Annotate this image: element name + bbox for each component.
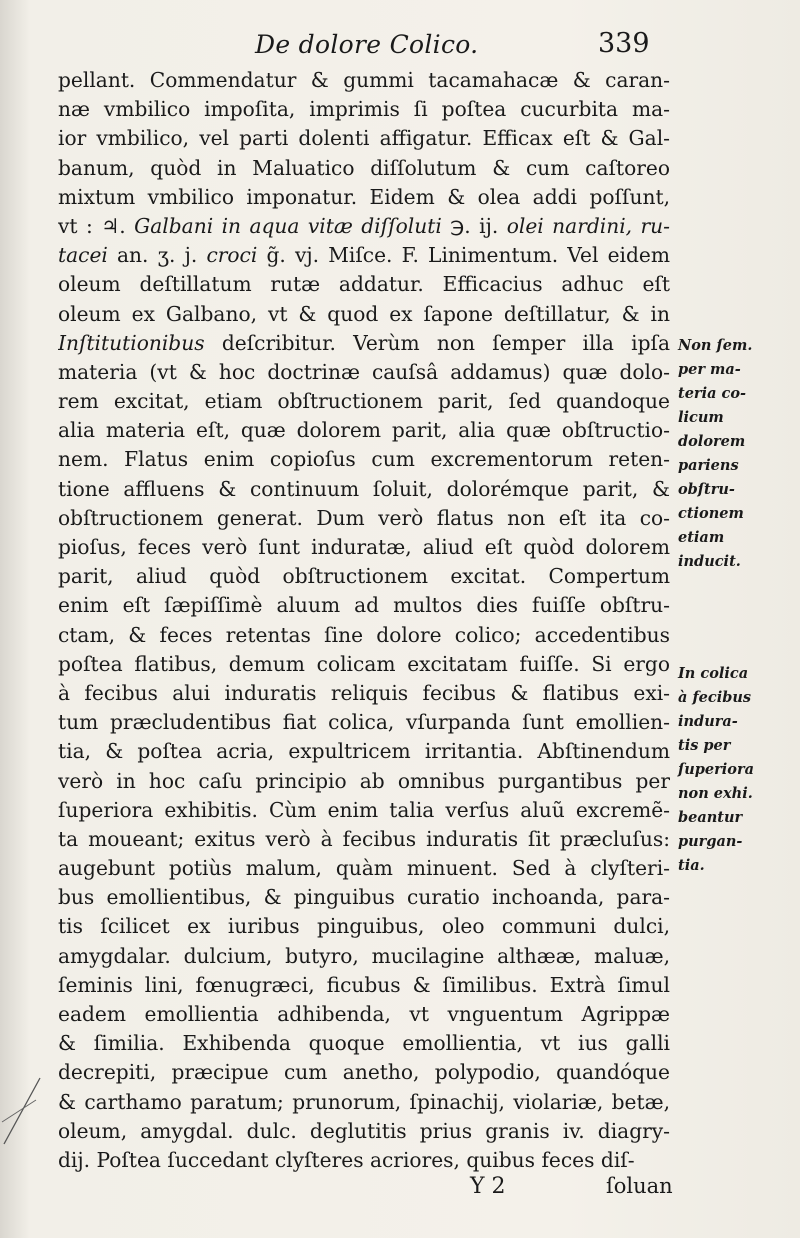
- text-line: dij. Poſtea ſuccedant clyſteres acriores, quibus feces diſ-: [58, 1147, 635, 1172]
- margin-note-line: purgan-: [678, 833, 743, 850]
- text-line: amygdalar. dulcium, butyro, mucilagine althææ, maluæ,: [58, 943, 670, 968]
- margin-note-line: In colica: [678, 665, 749, 682]
- margin-note-line: tis per: [678, 737, 731, 754]
- margin-note-line: tia.: [678, 857, 705, 874]
- text-line: verò in hoc caſu principio ab omnibus purgantibus per: [58, 768, 670, 793]
- text-line: tia, & poſtea acria, expultricem irritantia. Abſtinendum: [58, 739, 670, 764]
- text-line: vt : ♃. Galbani in aqua vitæ diſſoluti ℈. ij. olei nardini, ru-: [58, 213, 670, 238]
- text-line: oleum deſtillatum rutæ addatur. Efficacius adhuc eſt: [58, 272, 670, 297]
- text-line: mixtum vmbilico imponatur. Eidem & olea addi poſſunt,: [58, 184, 670, 209]
- pen-stroke-mark: [0, 1070, 60, 1150]
- text-line: augebunt potiùs malum, quàm minuent. Sed à clyſteri-: [58, 856, 670, 881]
- margin-note-line: per ma-: [678, 361, 741, 378]
- margin-note-line: ctionem: [678, 505, 744, 522]
- margin-note-line: etiam: [678, 529, 725, 546]
- margin-note-line: pariens: [678, 457, 739, 474]
- text-line: tione affluens & continuum ſoluit, dolorémque parit, &: [58, 476, 670, 501]
- margin-note-line: teria co-: [678, 385, 747, 402]
- margin-note-line: à fecibus: [678, 689, 752, 706]
- text-line: parit, aliud quòd obſtructionem excitat. Compertum: [58, 564, 670, 589]
- catchword: ſoluan: [606, 1174, 673, 1198]
- text-line: ſeminis lini, fœnugræci, ficubus & ſimilibus. Extrà ſimul: [58, 972, 670, 997]
- text-line: bus emollientibus, & pinguibus curatio inchoanda, para-: [58, 885, 670, 910]
- text-line: poſtea flatibus, demum colicam excitatam fuiſſe. Si ergo: [58, 651, 670, 676]
- text-line: materia (vt & hoc doctrinæ cauſsâ addamus) quæ dolo-: [58, 359, 670, 384]
- text-line: oleum, amygdal. dulc. deglutitis prius granis iv. diagry-: [58, 1118, 670, 1143]
- margin-note-in-colica: [678, 662, 798, 878]
- text-line: næ vmbilico impoſita, imprimis ſi poſtea cucurbita ma-: [58, 97, 670, 122]
- text-line: & ſimilia. Exhibenda quoque emollientia, vt ius galli: [58, 1031, 670, 1056]
- page-header: [0, 30, 800, 70]
- margin-note-line: non exhi.: [678, 785, 753, 802]
- text-line: ta moueant; exitus verò à fecibus induratis ſit præcluſus:: [58, 826, 670, 851]
- text-line: ctam, & feces retentas ſine dolore colico; accedentibus: [58, 622, 670, 647]
- text-line: pellant. Commendatur & gummi tacamahacæ & caran-: [58, 68, 670, 92]
- text-line: banum, quòd in Maluatico diſſolutum & cum caſtoreo: [58, 155, 670, 180]
- text-line: rem excitat, etiam obſtructionem parit, ſed quandoque: [58, 389, 670, 414]
- text-line: nem. Flatus enim copioſus cum excrementorum reten-: [58, 447, 670, 472]
- margin-note-line: indura-: [678, 713, 738, 730]
- text-line: Inſtitutionibus deſcribitur. Verùm non ſemper illa ipſa: [58, 330, 670, 355]
- margin-note-line: dolorem: [678, 433, 746, 450]
- text-line: ſuperiora exhibitis. Cùm enim talia verſus aluũ excremẽ-: [58, 797, 670, 822]
- running-title: De dolore Colico.: [255, 30, 479, 59]
- margin-note-line: inducit.: [678, 553, 741, 570]
- margin-note-line: beantur: [678, 809, 743, 826]
- text-line: pioſus, feces verò ſunt induratæ, aliud eſt quòd dolorem: [58, 535, 670, 559]
- text-line: tum præcludentibus fiat colica, vſurpanda ſunt emollien-: [58, 710, 670, 735]
- text-line: tis ſcilicet ex iuribus pinguibus, oleo communi dulci,: [58, 914, 670, 939]
- margin-note-non-semper: [678, 334, 798, 574]
- signature-mark: Y 2: [470, 1174, 506, 1199]
- text-line: à fecibus alui induratis reliquis fecibus & flatibus exi-: [58, 680, 670, 705]
- page-number: 339: [598, 28, 650, 59]
- margin-note-line: obſtru-: [678, 481, 735, 498]
- margin-note-line: licum: [678, 409, 724, 426]
- text-line: obſtructionem generat. Dum verò flatus non eſt ita co-: [58, 505, 670, 530]
- text-line: ior vmbilico, vel parti dolenti affigatur. Efficax eſt & Gal-: [58, 126, 670, 151]
- text-line: & carthamo paratum; prunorum, ſpinachij, violariæ, betæ,: [58, 1089, 670, 1114]
- main-text-block: [58, 66, 670, 1175]
- text-line: oleum ex Galbano, vt & quod ex ſapone deſtillatur, & in: [58, 301, 670, 326]
- text-line: enim eſt ſæpiſſimè aluum ad multos dies fuiſſe obſtru-: [58, 593, 670, 618]
- text-line: eadem emollientia adhibenda, vt vnguentum Agrippæ: [58, 1002, 670, 1026]
- text-line: tacei an. ʒ. j. croci g̃. vj. Miſce. F. Linimentum. Vel eidem: [58, 243, 670, 268]
- text-line: decrepiti, præcipue cum anetho, polypodio, quandóque: [58, 1060, 670, 1085]
- text-line: alia materia eſt, quæ dolorem parit, alia quæ obſtructio-: [58, 418, 670, 443]
- margin-note-line: Non ſem.: [678, 337, 753, 354]
- margin-note-line: ſuperiora: [678, 761, 754, 778]
